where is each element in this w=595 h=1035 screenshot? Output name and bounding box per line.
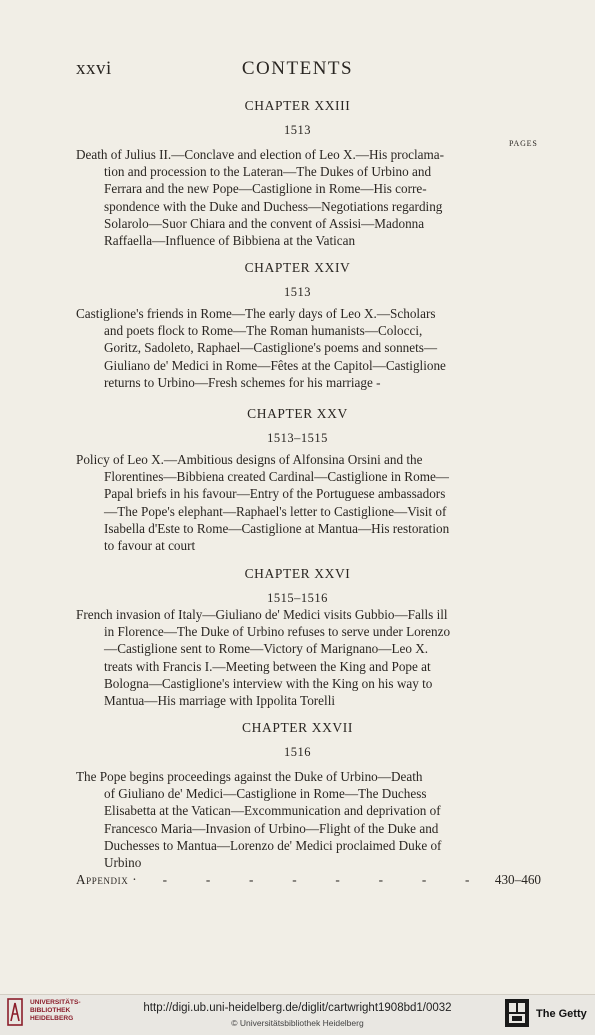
leader-dash: - xyxy=(465,872,470,887)
summary-line: Goritz, Sadoleto, Raphael—Castiglione's poems and sonnets— xyxy=(104,340,438,356)
chapter-title: CHAPTER XXVI xyxy=(244,566,351,581)
summary-line: spondence with the Duke and Duchess—Negotiations regarding xyxy=(104,198,443,214)
chapter-heading xyxy=(0,404,595,447)
library-name-line: HEIDELBERG xyxy=(30,1015,74,1022)
summary-line: returns to Urbino—Fresh schemes for his marriage - xyxy=(104,374,381,390)
summary-line: Mantua—His marriage with Ippolita Torelli xyxy=(104,692,336,708)
leader-dash: - xyxy=(292,872,297,887)
chapter-summary xyxy=(76,606,541,709)
summary-last-line xyxy=(76,537,541,554)
summary-line: Ferrara and the new Pope—Castiglione in Rome—His corre- xyxy=(104,181,427,197)
summary-line: —Castiglione sent to Rome—Victory of Marignano—Leo X. xyxy=(104,641,429,657)
summary-line: Policy of Leo X.—Ambitious designs of Alfonsina Orsini and the xyxy=(76,452,423,467)
chapter-summary xyxy=(76,305,541,391)
summary-line: Giuliano de' Medici in Rome—Fêtes at the Capitol—Castiglione xyxy=(104,357,446,373)
getty-label: The Getty xyxy=(536,1008,587,1020)
chapter-year: 1516 xyxy=(284,745,311,759)
chapter-summary xyxy=(76,768,541,871)
library-name-line: UNIVERSITÄTS- xyxy=(30,999,81,1006)
summary-line: Death of Julius II.—Conclave and election of Leo X.—His proclama- xyxy=(76,147,445,162)
summary-line: Florentines—Bibbiena created Cardinal—Castiglione in Rome— xyxy=(104,469,449,485)
chapter-year: 1513 xyxy=(284,123,311,137)
chapter-title: CHAPTER XXVII xyxy=(242,720,353,735)
summary-last-line xyxy=(76,232,541,249)
summary-line: Castiglione's friends in Rome—The early days of Leo X.—Scholars xyxy=(76,306,436,321)
leader-dash: - xyxy=(378,872,384,887)
summary-line: Duchesses to Mantua—Lorenzo de' Medici proclaimed Duke of xyxy=(104,837,442,853)
summary-line: Solarolo—Suor Chiara and the convent of Assisi—Madonna xyxy=(104,215,425,231)
summary-last-line xyxy=(76,374,541,391)
chapter-year: 1515–1516 xyxy=(267,591,328,605)
chapter-title: CHAPTER XXIV xyxy=(244,260,351,275)
copyright-notice: © Universitätsbibliothek Heidelberg xyxy=(231,1018,364,1028)
summary-line: of Giuliano de' Medici—Castiglione in Rome—The Duchess xyxy=(104,786,427,802)
summary-line: tion and procession to the Lateran—The Dukes of Urbino and xyxy=(104,164,432,180)
summary-line: to favour at court xyxy=(104,537,196,553)
chapter-title: CHAPTER XXIII xyxy=(244,98,351,113)
summary-line: Urbino xyxy=(104,854,142,870)
library-name-line: BIBLIOTHEK xyxy=(30,1007,71,1014)
summary-line: in Florence—The Duke of Urbino refuses to serve under Lorenzo xyxy=(104,624,451,640)
chapter-year: 1513–1515 xyxy=(267,431,328,445)
summary-line: Papal briefs in his favour—Entry of the Portuguese ambassadors xyxy=(104,486,446,502)
running-title: CONTENTS xyxy=(241,58,354,79)
chapter-heading xyxy=(0,718,595,761)
summary-line: Isabella d'Este to Rome—Castiglione at Mantua—His restoration xyxy=(104,520,450,536)
footer-bar xyxy=(0,994,595,1035)
summary-line: French invasion of Italy—Giuliano de' Medici visits Gubbio—Falls ill xyxy=(76,607,448,622)
chapter-heading xyxy=(0,258,595,301)
summary-line: and poets flock to Rome—The Roman humanists—Colocci, xyxy=(104,323,423,339)
page-header xyxy=(0,58,595,82)
summary-line: Elisabetta at the Vatican—Excommunication and deprivation of xyxy=(104,803,441,819)
summary-line: Francesco Maria—Invasion of Urbino—Flight of the Duke and xyxy=(104,820,439,836)
leader-dashes xyxy=(137,872,495,888)
leader-dash: - xyxy=(205,872,211,887)
leader-dash: - xyxy=(249,872,254,887)
chapter-heading xyxy=(0,96,595,139)
summary-line: Bologna—Castiglione's interview with the King on his way to xyxy=(104,675,433,691)
pages-column-label: PAGES xyxy=(509,139,538,148)
leader-dash: - xyxy=(421,872,427,887)
appendix-entry xyxy=(76,872,541,888)
leader-dash: - xyxy=(335,872,340,887)
appendix-label: Appendix · xyxy=(76,872,138,887)
page-number: xxvi xyxy=(76,58,112,79)
leader-dash: - xyxy=(162,872,168,887)
chapter-summary xyxy=(76,451,541,554)
chapter-year: 1513 xyxy=(284,285,311,299)
summary-last-line xyxy=(76,854,541,871)
summary-line: —The Pope's elephant—Raphael's letter to Castiglione—Visit of xyxy=(104,503,447,519)
summary-last-line xyxy=(76,692,541,709)
chapter-title: CHAPTER XXV xyxy=(247,406,348,421)
summary-line: Raffaella—Influence of Bibbiena at the Vatican xyxy=(104,232,356,248)
summary-line: The Pope begins proceedings against the Duke of Urbino—Death xyxy=(76,769,423,784)
appendix-pages: 430–460 xyxy=(494,872,541,887)
source-url-link[interactable]: http://digi.ub.uni-heidelberg.de/diglit/cartwright1908bd1/0032 xyxy=(143,1002,452,1014)
chapter-summary xyxy=(76,146,541,249)
getty-logo-icon xyxy=(504,998,530,1028)
chapter-heading xyxy=(0,564,595,607)
summary-line: treats with Francis I.—Meeting between the King and Pope at xyxy=(104,658,431,674)
